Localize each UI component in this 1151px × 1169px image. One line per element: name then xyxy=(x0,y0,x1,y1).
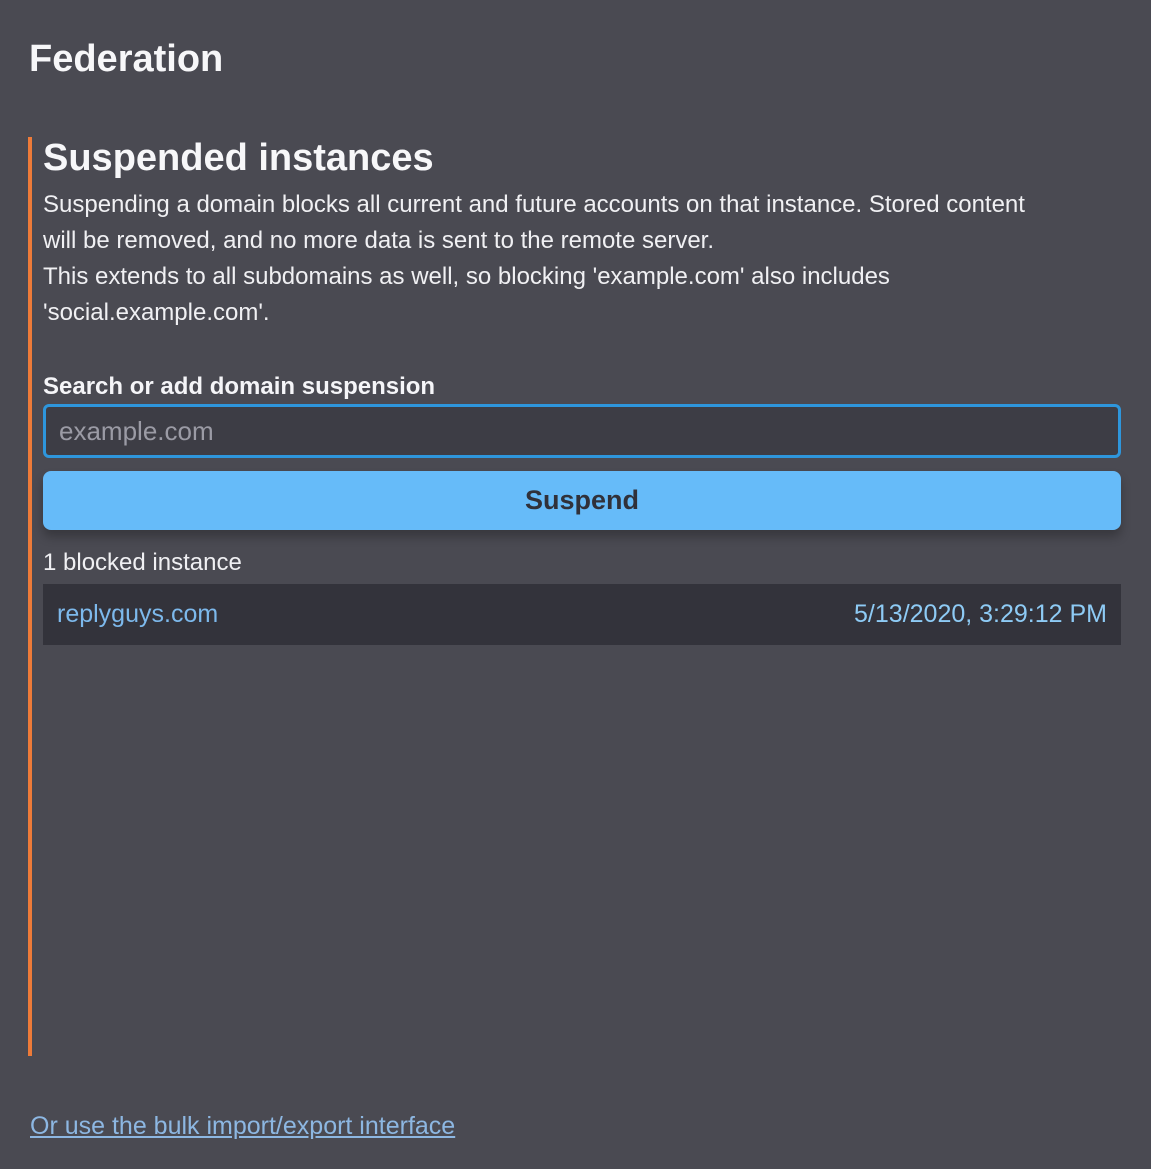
instance-domain-link[interactable]: replyguys.com xyxy=(57,600,219,628)
page-title: Federation xyxy=(29,38,224,80)
search-label: Search or add domain suspension xyxy=(43,373,436,400)
suspended-instances-section xyxy=(28,137,1121,1056)
blocked-count: 1 blocked instance xyxy=(43,549,242,576)
description-line: This extends to all subdomains as well, so blocking 'example.com' also includes xyxy=(43,263,890,290)
instance-suspended-date: 5/13/2020, 3:29:12 PM xyxy=(854,600,1107,628)
description-line: 'social.example.com'. xyxy=(43,299,270,326)
section-heading: Suspended instances xyxy=(43,137,434,179)
description-line: will be removed, and no more data is sent to the remote server. xyxy=(43,227,715,254)
blocked-instance-row xyxy=(43,584,1121,645)
bulk-import-export-link[interactable]: Or use the bulk import/export interface xyxy=(30,1112,456,1140)
domain-search-input[interactable] xyxy=(43,404,1121,458)
footer xyxy=(30,1111,1121,1141)
suspend-button[interactable]: Suspend xyxy=(43,471,1121,530)
section-description xyxy=(43,187,1121,331)
description-line: Suspending a domain blocks all current and future accounts on that instance. Stored content xyxy=(43,191,1025,218)
